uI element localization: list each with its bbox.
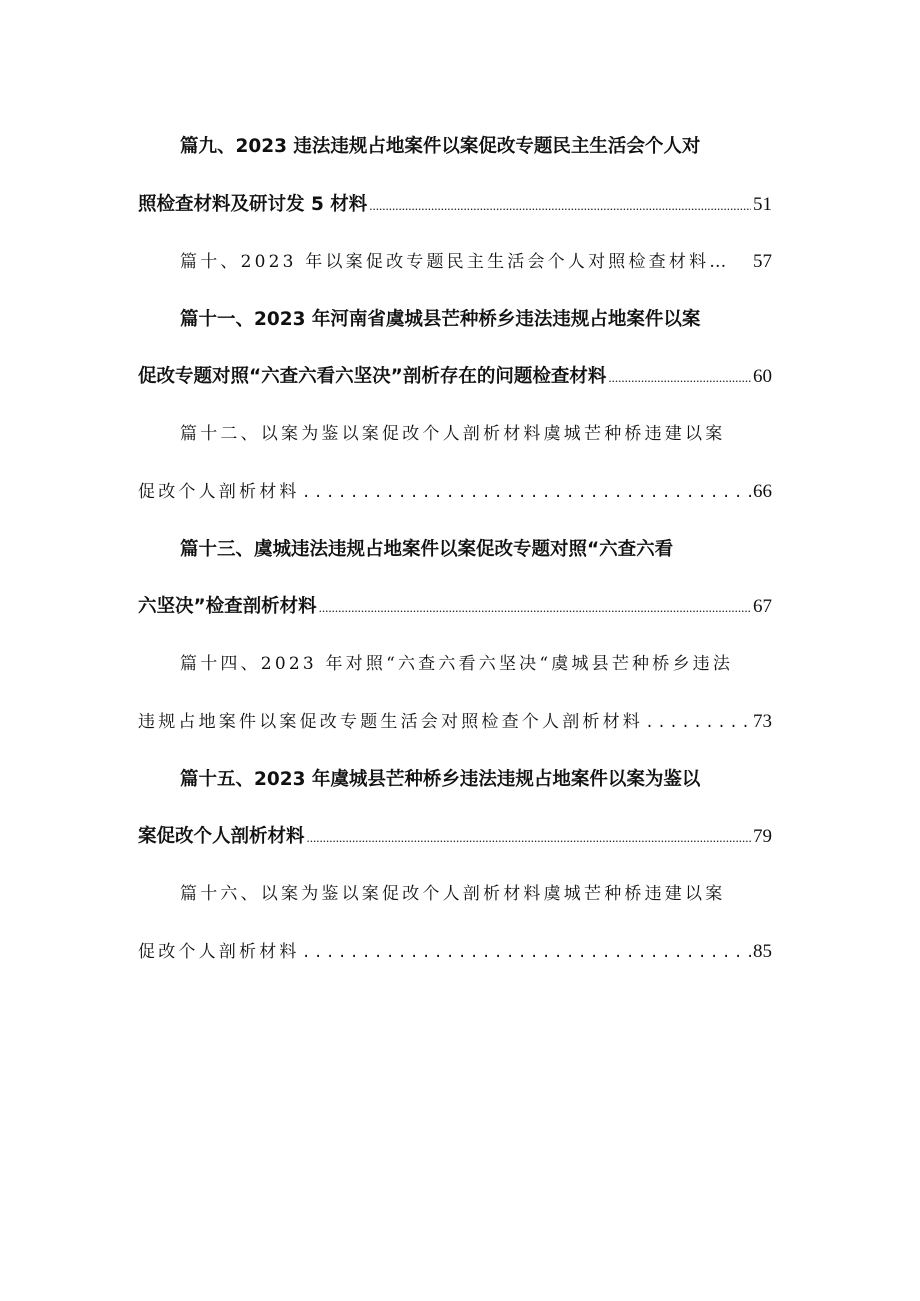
- toc-entry-title-continued: 促改个人剖析材料: [138, 482, 300, 502]
- toc-entry-line: [138, 406, 772, 464]
- toc-page-number: 79: [753, 826, 772, 847]
- toc-entry-line: [138, 233, 772, 291]
- toc-entry-title-continued: 六坚决”检查剖析材料: [138, 596, 317, 617]
- toc-entry-title-continued: 照检查材料及研讨发 5 材料: [138, 193, 368, 215]
- toc-entry-title: 篇十二、以案为鉴以案促改个人剖析材料虞城芒种桥违建以案: [180, 423, 726, 444]
- toc-entry-10[interactable]: [138, 233, 772, 291]
- toc-page-number: 57: [753, 251, 772, 272]
- dot-leader: [319, 579, 751, 636]
- toc-page-number: 85: [753, 941, 772, 962]
- toc-page-number: 66: [753, 481, 772, 502]
- toc-entry-title-continued: 案促改个人剖析材料: [138, 826, 305, 847]
- toc-entry-line: [138, 578, 772, 636]
- toc-entry-title: 篇十六、以案为鉴以案促改个人剖析材料虞城芒种桥违建以案: [180, 883, 726, 904]
- dot-leader: [302, 925, 751, 981]
- toc-entry-line: [138, 176, 772, 234]
- toc-entry-line: [138, 751, 772, 809]
- toc-entry-15[interactable]: [138, 751, 772, 866]
- dot-leader: [645, 695, 751, 751]
- toc-entry-14[interactable]: [138, 636, 772, 751]
- toc-entry-title: 篇十五、2023 年虞城县芒种桥乡违法违规占地案件以案为鉴以: [180, 768, 701, 790]
- toc-entry-line: [138, 808, 772, 866]
- toc-page-number: 73: [753, 711, 772, 732]
- toc-entry-line: [138, 923, 772, 981]
- toc-entry-title: 篇十一、2023 年河南省虞城县芒种桥乡违法违规占地案件以案: [180, 308, 701, 330]
- toc-entry-line: [138, 348, 772, 406]
- table-of-contents: [138, 118, 772, 981]
- toc-entry-title: 篇九、2023 违法违规占地案件以案促改专题民主生活会个人对: [180, 136, 701, 157]
- toc-entry-title: 篇十三、虞城违法违规占地案件以案促改专题对照“六查六看: [180, 538, 674, 560]
- toc-entry-line: [138, 463, 772, 521]
- toc-entry-line: [138, 693, 772, 751]
- toc-entry-13[interactable]: [138, 521, 772, 636]
- toc-entry-line: [138, 636, 772, 694]
- toc-entry-line: [138, 291, 772, 349]
- toc-entry-title: 篇十、2023 年以案促改专题民主生活会个人对照检查材料…: [180, 252, 730, 272]
- dot-leader: [307, 809, 751, 866]
- toc-entry-line: [138, 118, 772, 176]
- toc-entry-title-continued: 违规占地案件以案促改专题生活会对照检查个人剖析材料: [138, 712, 643, 732]
- toc-page-number: 51: [753, 193, 772, 215]
- dot-leader: [608, 349, 751, 406]
- toc-entry-title: 篇十四、2023 年对照“六查六看六坚决“虞城县芒种桥乡违法: [180, 653, 734, 674]
- toc-entry-9[interactable]: [138, 118, 772, 233]
- toc-page-number: 60: [753, 366, 772, 387]
- toc-entry-title-continued: 促改个人剖析材料: [138, 942, 300, 962]
- toc-page-number: 67: [753, 596, 772, 617]
- dot-leader: [369, 177, 751, 234]
- dot-leader: [302, 465, 751, 521]
- toc-entry-11[interactable]: [138, 291, 772, 406]
- toc-entry-line: [138, 866, 772, 924]
- toc-entry-12[interactable]: [138, 406, 772, 521]
- toc-entry-16[interactable]: [138, 866, 772, 981]
- toc-entry-line: [138, 521, 772, 579]
- toc-entry-title-continued: 促改专题对照“六查六看六坚决”剖析存在的问题检查材料: [138, 366, 607, 387]
